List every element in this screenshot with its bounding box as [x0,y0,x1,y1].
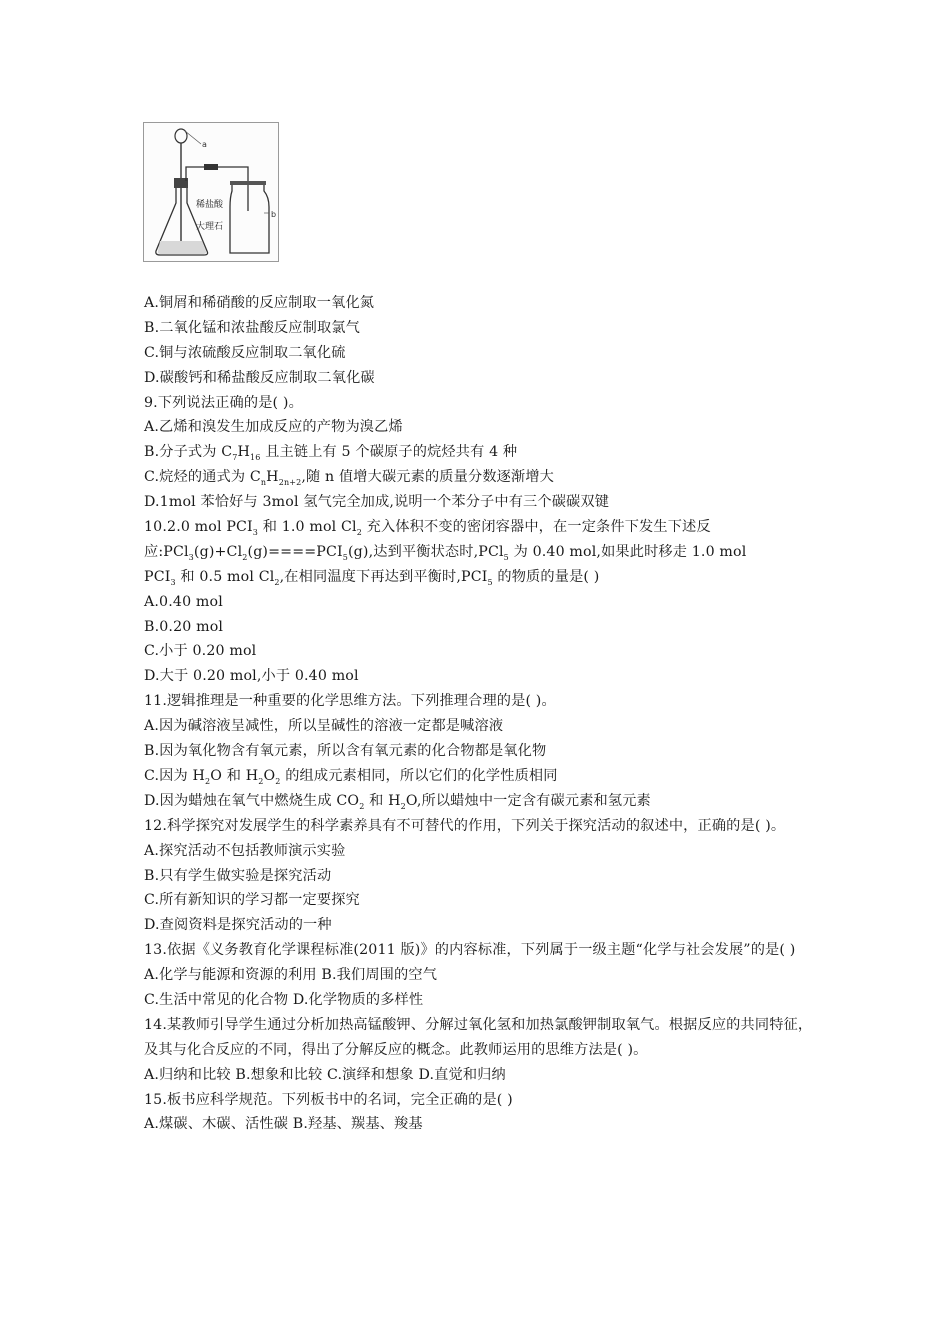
q9-option-a: A.乙烯和溴发生加成反应的产物为溴乙烯 [144,419,403,436]
flask-liquid [158,241,206,254]
q8-option-d: D.碳酸钙和稀盐酸反应制取二氧化碳 [144,369,375,386]
question-text [144,291,816,1137]
q10-option-d: D.大于 0.20 mol,小于 0.40 mol [144,668,359,685]
q12-option-a: A.探究活动不包括教师演示实验 [144,842,346,859]
q13-options-cd: C.生活中常见的化合物 D.化学物质的多样性 [144,991,424,1008]
q10-stem-line-3: $PCI_3$ 和 0.5 mol $Cl_2$,在相同温度下再达到平衡时$,PCI_5$ 的物质的量是( ) [144,568,600,587]
rubber-connector [204,164,218,170]
q10-option-a: A.0.40 mol [144,593,223,610]
q12-option-d: D.查阅资料是探究活动的一种 [144,917,332,934]
q9-option-d: D.1mol 苯恰好与 3mol 氢气完全加成,说明一个苯分子中有三个碳碳双键 [144,494,610,511]
q8-option-b: B.二氧化锰和浓盐酸反应制取氯气 [144,319,360,336]
q11-option-c: C.因为 $H_2O$ 和 $H_2O_2$ 的组成元素相同，所以它们的化学性质相同 [144,767,558,786]
bottle-mouth [230,181,266,185]
q13-options-ab: A.化学与能源和资源的利用 B.我们周围的空气 [144,967,438,984]
q11-stem: 11.逻辑推理是一种重要的化学思维方法。下列推理合理的是( )。 [144,693,556,710]
q11-option-b: B.因为氧化物含有氧元素，所以含有氧元素的化合物都是氧化物 [144,743,547,760]
q9-option-c: C.烷烃的通式为 $C_nH_{2n+2}$,随 n 值增大碳元素的质量分数逐渐增大 [144,469,555,488]
label-a: a [202,140,207,149]
q8-option-a: A.铜屑和稀硝酸的反应制取一氧化氮 [144,295,375,311]
q10-option-b: B.0.20 mol [144,618,224,635]
gas-generation-apparatus-diagram [144,123,278,261]
q12-stem: 12.科学探究对发展学生的科学素养具有不可替代的作用，下列关于探究活动的叙述中，正确的是( )。 [144,817,786,834]
gas-collecting-bottle [230,183,269,253]
q10-option-c: C.小于 0.20 mol [144,643,257,660]
q8-option-c: C.铜与浓硫酸反应制取二氧化硫 [144,344,346,361]
q12-option-b: B.只有学生做实验是探究活动 [144,867,332,884]
q10-stem-line-2: 应$:PCl_3(g)+Cl_2(g)====PCI_5(g)$,达到平衡状态时,PCl$_5$ 为 0.40 mol,如果此时移走 1.0 mol [144,543,747,562]
q11-option-a: A.因为碱溶液呈减性，所以呈碱性的溶液一定都是喊溶液 [144,718,504,735]
q14-options: A.归纳和比较 B.想象和比较 C.演绎和想象 D.直觉和归纳 [144,1066,506,1083]
label-dilute-hcl: 稀盐酸 [196,200,224,210]
q9-stem: 9.下列说法正确的是( )。 [144,394,303,411]
label-marble: 大理石 [196,222,224,232]
q10-stem-line-1: 10.2.0 mol $PCI_3$ 和 1.0 mol $Cl_2$ 充入体积不变的密闭容器中，在一定条件下发生下述反 [144,519,711,538]
q12-option-c: C.所有新知识的学习都一定要探究 [144,892,360,909]
apparatus-figure [143,122,279,262]
q11-option-d: D.因为蜡烛在氧气中燃烧生成 $CO_2$ 和 $H_2O$,所以蜡烛中一定含有碳元素和氢元素 [144,792,651,811]
q15-options-ab: A.煤碳、木碳、活性碳 B.羟基、羰基、羧基 [144,1116,423,1133]
q15-stem: 15.板书应科学规范。下列板书中的名词，完全正确的是( ) [144,1091,513,1108]
q13-stem: 13.依据《义务教育化学课程标准(2011 版)》的内容标准，下列属于一级主题“化学与社会发展”的是( ) [144,942,796,959]
q9-option-b: B.分子式为 $C_7H_{16}$ 且主链上有 5 个碳原子的烷烃共有 4 种 [144,444,518,463]
q14-stem: 14.某教师引导学生通过分析加热高锰酸钾、分解过氧化氢和加热氯酸钾制取氧气。根据反应的共同特征，及其与化合反应的不同，得出了分解反应的概念。此教师运用的思维方法是( )。 [144,1016,813,1058]
label-b: b [271,210,277,219]
